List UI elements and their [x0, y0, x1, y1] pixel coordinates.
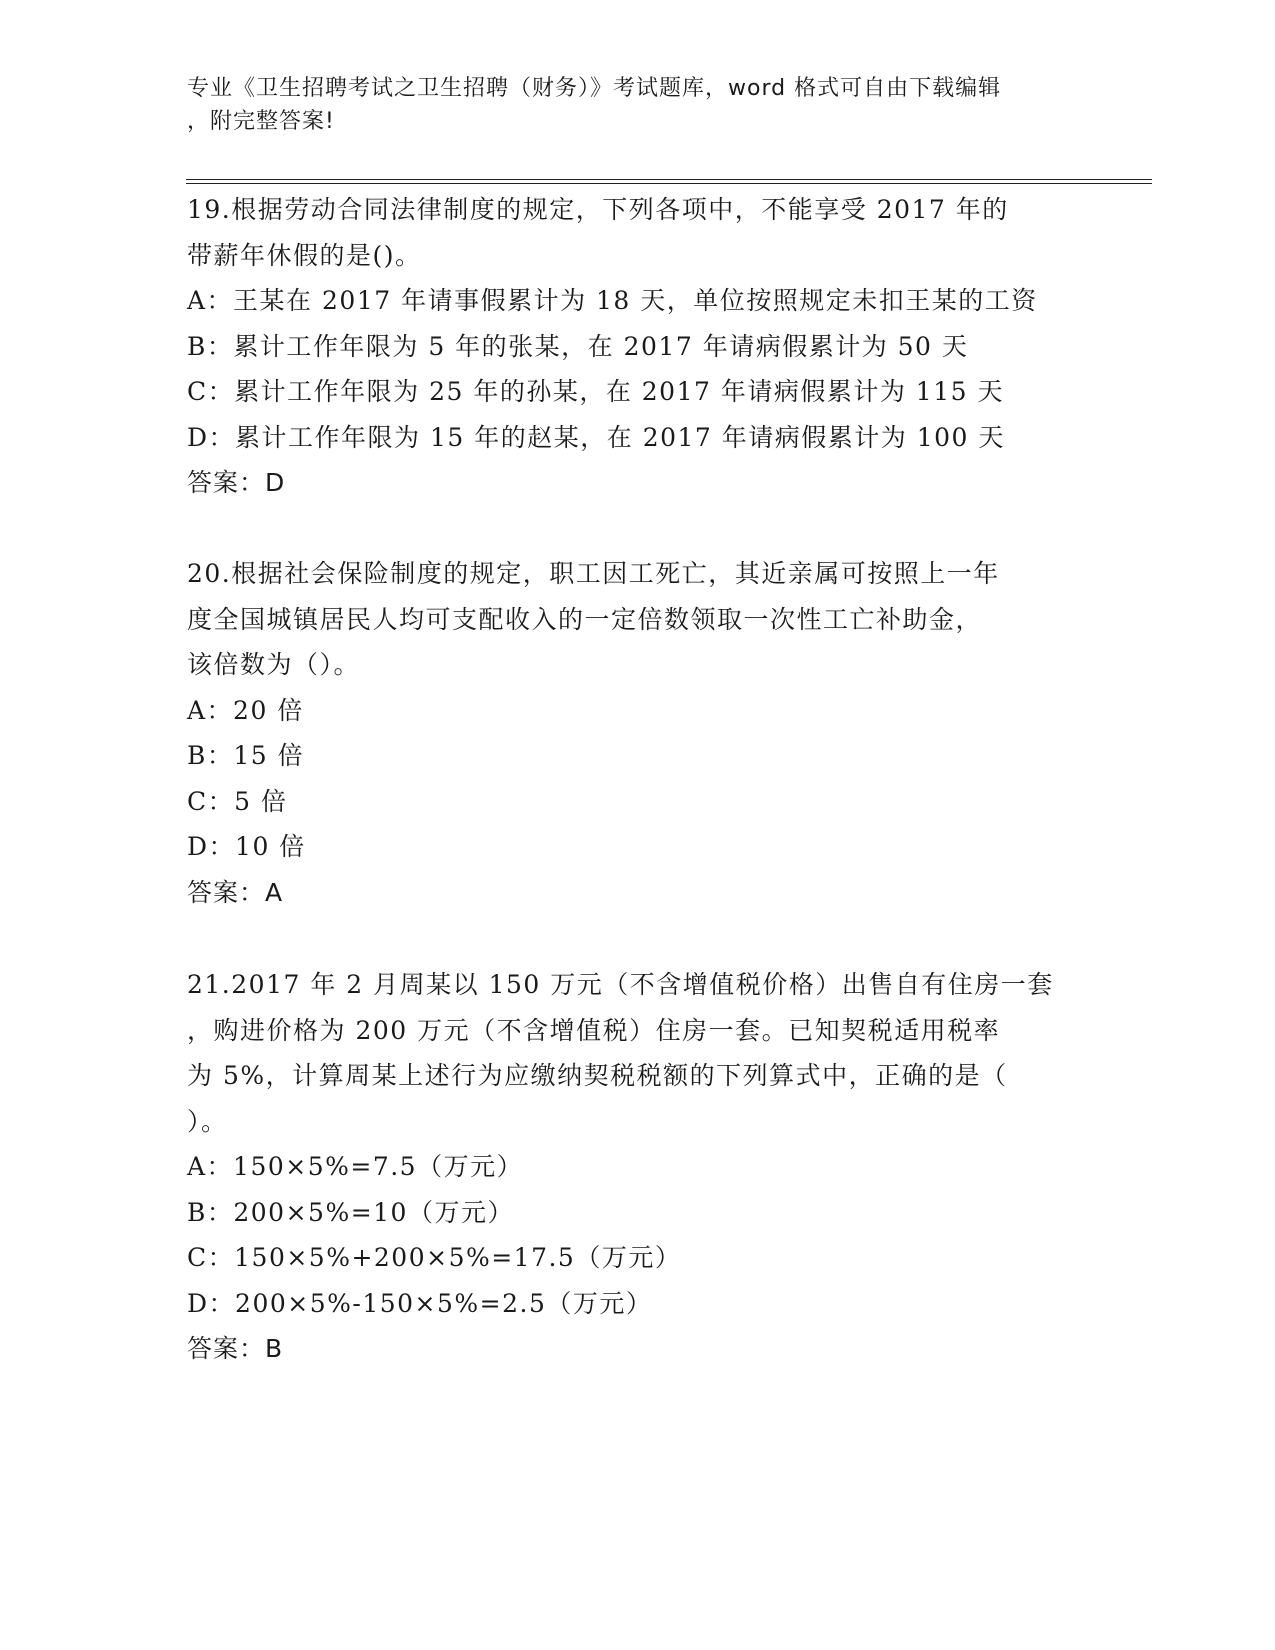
document-header: [187, 72, 1087, 138]
option-a: A：王某在 2017 年请事假累计为 18 天，单位按照规定未扣王某的工资: [187, 286, 1038, 315]
option-b: B：15 倍: [187, 741, 305, 770]
question-stem-line: 20.根据社会保险制度的规定，职工因工死亡，其近亲属可按照上一年: [187, 559, 1000, 588]
option-a: A：150×5%=7.5（万元）: [187, 1152, 524, 1181]
question-stem-line: ）。: [187, 1106, 228, 1136]
answer: 答案：D: [187, 468, 286, 497]
question-19: [187, 187, 1087, 506]
option-b: B：200×5%=10（万元）: [187, 1197, 514, 1227]
question-20: [187, 551, 1087, 915]
question-stem-line: 为 5%，计算周某上述行为应缴纳契税税额的下列算式中，正确的是（: [187, 1061, 1008, 1090]
option-c: C：累计工作年限为 25 年的孙某，在 2017 年请病假累计为 115 天: [187, 377, 1004, 406]
question-stem-line: 19.根据劳动合同法律制度的规定，下列各项中，不能享受 2017 年的: [187, 195, 1009, 224]
header-divider-bottom: [186, 183, 1152, 184]
answer: 答案：B: [187, 1334, 284, 1363]
option-d: D：累计工作年限为 15 年的赵某，在 2017 年请病假累计为 100 天: [187, 422, 1005, 452]
option-d: D：200×5%-150×5%=2.5（万元）: [187, 1288, 653, 1318]
question-stem-line: 度全国城镇居民人均可支配收入的一定倍数领取一次性工亡补助金，: [187, 604, 983, 634]
header-line-1: 专业《卫生招聘考试之卫生招聘（财务）》考试题库，word 格式可自由下载编辑: [187, 76, 1002, 101]
question-stem-line: 21.2017 年 2 月周某以 150 万元（不含增值税价格）出售自有住房一套: [187, 970, 1054, 999]
option-a: A：20 倍: [187, 695, 304, 725]
option-b: B：累计工作年限为 5 年的张某，在 2017 年请病假累计为 50 天: [187, 331, 969, 361]
question-stem-line: 该倍数为（）。: [187, 650, 361, 679]
option-d: D：10 倍: [187, 832, 306, 861]
option-c: C：150×5%+200×5%=17.5（万元）: [187, 1243, 682, 1272]
header-line-2: ，附完整答案!: [187, 109, 335, 134]
question-21: [187, 962, 1087, 1372]
question-stem-line: 带薪年休假的是()。: [187, 240, 422, 270]
header-divider-top: [186, 179, 1152, 180]
question-stem-line: ，购进价格为 200 万元（不含增值税）住房一套。已知契税适用税率: [187, 1015, 1001, 1045]
option-c: C：5 倍: [187, 786, 288, 816]
answer: 答案：A: [187, 877, 284, 907]
